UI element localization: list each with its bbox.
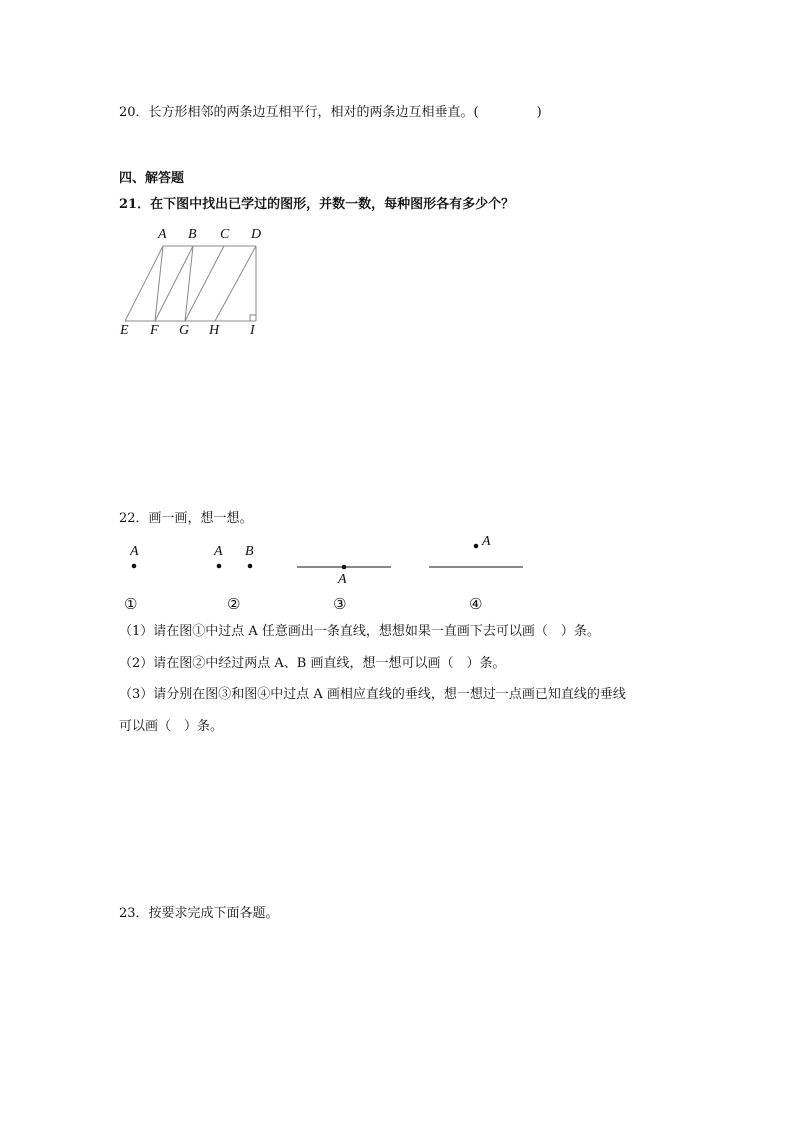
fig3-point-a [342,565,347,570]
fig2-label-a: A [214,544,223,559]
fig2-point-b [248,564,253,569]
segment-ea [125,246,163,321]
question-22-sub1: （1）请在图①中过点 A 任意画出一条直线，想想如果一直画下去可以画（ ）条。 [119,624,600,639]
fig-number-4: ④ [469,595,483,613]
section-title: 四、解答题 [119,171,185,186]
fig-number-2: ② [227,595,241,613]
label-i: I [250,323,255,338]
right-angle-mark [250,315,256,321]
fig2-label-b: B [245,544,254,559]
label-g: G [179,323,190,338]
fig2-point-a [217,564,222,569]
label-d: D [251,227,262,242]
segment-fa [155,246,163,321]
question-20-text: 20．长方形相邻的两条边互相平行，相对的两条边互相垂直。( [119,105,479,120]
q22-figures [132,544,523,570]
question-20-close-paren: ) [536,105,542,120]
question-22-sub3-line1: （3）请分别在图③和图④中过点 A 画相应直线的垂线，想一想过一点画已知直线的垂线 [119,687,626,702]
segment-gc [185,246,224,321]
question-22-sub3-line2: 可以画（ ）条。 [119,719,224,734]
label-h: H [209,323,220,338]
question-22-text: 22．画一画，想一想。 [119,511,253,526]
fig1-label-a: A [130,544,139,559]
label-f: F [150,323,159,338]
segment-hd [215,246,256,321]
fig4-label-a: A [482,534,491,549]
q21-figure [125,246,256,321]
label-b: B [188,227,197,242]
fig3-label-a: A [338,572,347,587]
fig1-point-a [132,564,137,569]
label-e: E [120,323,129,338]
label-c: C [220,227,230,242]
fig-number-1: ① [124,595,138,613]
segment-gb [185,246,193,321]
question-21-text: 21．在下图中找出已学过的图形，并数一数，每种图形各有多少个？ [119,197,515,212]
fig-number-3: ③ [333,595,347,613]
question-23-text: 23．按要求完成下面各题。 [119,906,279,921]
label-a: A [158,227,167,242]
question-22-sub2: （2）请在图②中经过两点 A、B 画直线，想一想可以画（ ）条。 [119,656,506,671]
fig4-point-a [474,544,479,549]
segment-fb [155,246,193,321]
